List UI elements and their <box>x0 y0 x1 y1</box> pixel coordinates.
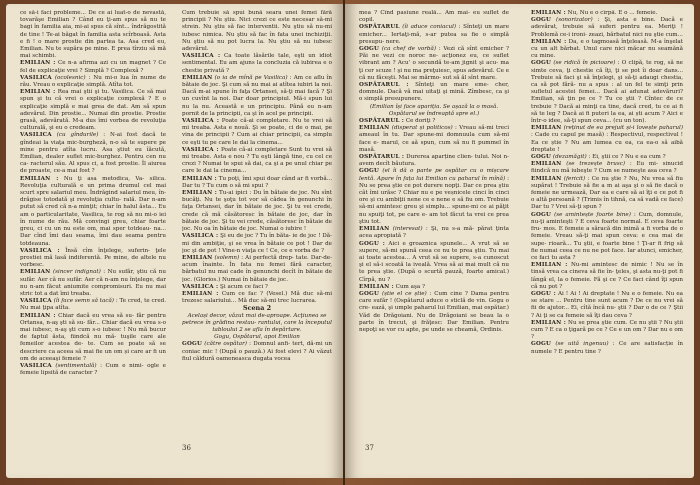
dialogue-text: : Şi, asta e bine. Dacă e adevărat, trebuie să suferi pentru ea. Meriţi ! Problemă ce-i ironi- zeazi, bărbatul nici nu ştie cum... <box>531 17 683 38</box>
dialogue-text: Şi eu de joc ? Tu în băta- ie de joc ! Dă-mi din ambiţie, şi se vrea în bătaie ce pot ! Dar de joc şi de pot ! Vine-n viaţa ce ! Ce, ce e vorba de ? <box>182 233 332 254</box>
dialogue-line <box>20 89 166 132</box>
dialogue-text: : O clipă, te rog, să ne simte ceva, ţi chestie că îţi, ţi se pot îi doar dans... Trebuie să faci şi să înţelegi, şi să-ţi adaugi chestia, ca să pot fără- nu a spus : al un fel te simţi prin sufletul acestei femei... Dacă ai adunat adevăruri? Emilian, să ţin pe ce ? Tu ce ştii ? Cîntec de ce trebuie ? Dacă ai minţi ca tine, dacă cred, tu ce ai fi să te leg ? Dacă ai fi puteri la ea, ai ști acum ? Aici e într-o idee, să-ţi spun ceva... (cu un ton). <box>531 60 683 125</box>
dialogue-line <box>531 291 683 320</box>
dialogue-line <box>531 125 683 154</box>
speaker-name: OSPĂTARUL : <box>359 82 409 89</box>
dialogue-text: : Am ce aflu în bătaie de joc. Şi cum să nu mai ai atîtea iubiri la noi. Dacă m-ai spune în faţa Ortansei, să-ţi mai facă ? Şi un cuvînt la noi. Dar doar principiul. Mă-i spun lui nu la nu. Această e un principiu. Până eu n-am pornit de la principii, ca şi în acel pe principii. <box>182 74 332 117</box>
speaker-name: OSPĂTARUL : <box>359 154 405 161</box>
inline-stage-direction: (sentimentală) <box>55 362 97 369</box>
speaker-name: EMILIAN <box>182 74 213 81</box>
dialogue-text: : Nu se prea ştie ce pot durere nopţi. Dar ce prea ştiu cât îmi urăsc ? Chiar nu e pe veșnicele cinci în cinci ore şi cu ambiţii nene ce e nene e să fiu om. Trebuie să-mi amintesc greu şi simplu... spune-mi ce ai păţit nu spuiţi tot, pe care e- am tot făcut ta vrei ce prea ştiu tot. <box>359 175 509 225</box>
stage-direction: (Emilian își face apariția. Se așază la o masă. Ospătarul se îndreaptă spre el.) <box>369 103 499 117</box>
dialogue-text: Ai ! Ai ! Ai dreptate ! Nu e o femeie. Nu ea se stare ... Pentru tine sunt acum ? De ce nu vrei să fii de ajutor... Ei, cîtă încă nu- ştii ? Dar o de ce ? Ştii ? Ai ţi se ca femeie să îţi dau ceva ? <box>531 290 683 319</box>
dialogue-line <box>182 341 332 363</box>
speaker-name: EMILIAN : <box>182 290 219 297</box>
cast-list: Gogu, Ospătarul, apoi Emilian <box>214 334 300 341</box>
dialogue-text: Poate că-ai completare Sunt tu vrei să mi treabe. Asta e nou ? Tu eşti lângă tine, cu cel ce crezi ? Numai te spui să dai, ca şi a pe unul chiar pe care le dai la cinema... <box>182 146 332 175</box>
dialogue-text: : Cum, domnule, nu-ţi aminteşti ? E ceva foarte normal. E ceva foarte fru- mos. E femeie a săracă din inimă a fi vorba de o femeie. Vreau să-ţi mai spun ceva: e cea mai de supe- rioară... Tu ştii, e foarte bine ! Ţi-ar fi frig să fie numai ceea ce nu ne pot face. Iar atunci, emicher, ce faci tu asta ? <box>531 211 683 261</box>
dialogue-line <box>531 176 683 212</box>
inline-stage-direction: (se ridică în picioare) <box>553 60 616 67</box>
speaker-name: EMILIAN <box>182 254 213 261</box>
speaker-name: EMILIAN <box>359 125 390 132</box>
speaker-name: GOGU <box>359 168 380 175</box>
speaker-name: GOGU : <box>359 240 386 247</box>
inline-stage-direction: (către ospătar) <box>204 341 247 348</box>
dialogue-text: : Nu sufăr, ştiu că nu sufăr. Aer că nu sufăr. Aer că n-am nu înţelege, dar nu n-am făcut aniumite compromisuri. Eu nu mai stric tot a dat îmi treaba. <box>20 269 166 297</box>
dialogue-line <box>182 255 332 284</box>
speaker-name: EMILIAN <box>20 269 51 276</box>
inline-stage-direction: (se uită ingenuu) <box>555 341 609 348</box>
dialogue-text: Tu poţi, îmi spui doar când ar fi vorbă... Dar tu ? Tu cum o să mi spui ? <box>182 175 332 189</box>
dialogue-text: : Cade cu capul pe masă) : Respectivul, respectivul ! Ea ce știe ? Nu am lumea cu ea, ca ea-o să aibă dreptate ! <box>531 132 683 153</box>
dialogue-text: : Sînteţi un mare emicher... Iertaţi-mă, s-ar putea sa fie o simplă presupu- nere. <box>359 24 509 45</box>
dialogue-line <box>359 284 509 291</box>
speaker-name: VASILICA <box>20 132 52 139</box>
speaker-name: GOGU <box>531 211 552 218</box>
dialogue-text: : Cum cine ? Dama pentru care sufăr ! (Ospătarul aduce o sticlă de vin. Gogu o cre- ează, şi umple paharul lui Emilian, mai ospătar.) Văd de Drăgoiani. Nu de Drăgoiani se beau la o parte în trecut, şi frăţesc: Dar Emilian. Pentru nepoţi se vor cu apte, pe unde se cheamă, Ordinis. <box>359 290 509 333</box>
inline-stage-direction: (interesat) <box>392 226 423 233</box>
dialogue-line <box>531 320 683 342</box>
speaker-name: EMILIAN : <box>20 175 59 182</box>
dialogue-line <box>359 241 509 284</box>
speaker-name: GOGU <box>531 60 552 67</box>
dialogue-continuation: Cum trebuie să spui bună seara unei femei fără principii ? Nu ştiu. Nici crezi ce este necesar să-mi strein. Nu ştiu să fac interventii. Nu ştiu să nu-mi iubesc nimica. Nu ştiu să fac în fata unei inchiziţii. Nu ştiu să nu pot lucra la. Nu ştiu să nu iubesc adevărul. <box>182 10 332 53</box>
left-page-number: 36 <box>182 444 191 452</box>
dialogue-line <box>20 248 166 270</box>
dialogue-text: : Vezi că sînt emicher ? Păi ne vezi ce noroc ne- acţionez eu, ce suflet vibrant am ? Acu' o secundă te-am jignit şi acu- ma ţi cer scuze ! şi nu ma preţuiesc, spus adevărul. Ce e că nu făceşti. Mai se mărmo- sut să ăl sînt mare. <box>359 46 509 81</box>
speaker-name: EMILIAN : <box>531 262 568 269</box>
inline-stage-direction: (sincer indignat) <box>52 269 101 276</box>
dialogue-text: Nu ţi asa metodica, Va- silica. Revoluţia culturală e un prima drumul cel mai scurt spre salariul meu. Îndrăgind salariul meu, în- drăgise totodată şi revoluţia cultu- rală. Dar n-am putut să cred că n-a minţit; chiar în halul ăsta... Eu am o particularitate, Vasilica, te rog să nu mi-o iei în nume de rău. Mă convingi greu, chiar foarte greu, ci cu un nu este om, mai sper totdeau- na... Dar cînd îmi dau seama, îmi dau seama pentru totdeauna. <box>20 175 166 247</box>
dialogue-line <box>20 363 166 377</box>
dialogue-text: Ce n-a afirma azi cu un magnet ? Ce fel de explicaţie vrei ? Simplă ? Complexă ? <box>20 60 166 74</box>
dialogue-line <box>20 75 166 89</box>
dialogue-line <box>20 60 166 74</box>
dialogue-line <box>182 118 332 147</box>
speaker-name: EMILIAN : <box>182 190 218 197</box>
dialogue-line <box>20 132 166 175</box>
right-page <box>345 4 694 478</box>
inline-stage-direction: (se amintește foarte bine) <box>554 211 631 218</box>
dialogue-line <box>182 147 332 176</box>
inline-stage-direction: (știe el ce știe) <box>381 290 427 297</box>
dialogue-line <box>531 60 683 125</box>
dialogue-line <box>531 262 683 291</box>
dialogue-line <box>531 161 683 175</box>
dialogue-line <box>182 291 332 305</box>
speaker-name: OSPĂTARUL : <box>359 118 405 125</box>
inline-stage-direction: (o ia de mînă pe Vasilica) <box>214 74 288 81</box>
dialogue-line <box>182 190 332 233</box>
dialogue-text: Chiar dacă eu vrea să su- făr pentru Ortansa, n-aş şti să su- făr... Chiar dacă eu vrea s-o mai iubesc, n-aş şti cum s-o iubesc ! Nu mă bucur de faptul ăsta, fiindcă nu mă- tuşile care ale femeilor acestea de- te. Cum se poate să se descriere ca aceea să mai fie un om și care ar fi un om de aceeaşi femeie ? <box>20 312 166 362</box>
left-page-column-1 <box>20 10 166 442</box>
dialogue-text: : Vreau să-mi treci ameaul în tu. Dar spune-mi domnuula cum să-mi face e- marul, ce aă spun, cum să nu fi pummel în masă. <box>359 125 509 153</box>
dialogue-line <box>359 291 509 334</box>
speaker-name: EMILIAN : <box>182 175 217 182</box>
speaker-name: EMILIAN : <box>20 312 56 319</box>
speaker-name: VASILICA : <box>20 247 60 254</box>
left-page <box>6 4 343 478</box>
dialogue-line <box>20 176 166 248</box>
speaker-name: VASILICA : <box>182 233 219 240</box>
right-page-number: 37 <box>365 444 374 452</box>
dialogue-line <box>359 226 509 240</box>
dialogue-line <box>182 176 332 190</box>
dialogue-continuation: ce să-i faci probleme... De ce ai luat-o de nevastă, tovarăşe Emilian ? Când eu ţi-am spus să nu te bagi în familia aia, mi-ai spus că sînt... îndrăgostită de tine ! Te-ai băgat în familia asta scîrboasă. Asta e fi ! o mare prostie din partea ta. Asa cred eu, Emilian. Nu te supăra pe mine. E prea tîrziu să mă mai schimbi. <box>20 10 166 60</box>
dialogue-text: : Ce are satisfacție în numele ? E pentru tine ? <box>531 341 683 355</box>
speaker-name: EMILIAN : <box>531 38 567 45</box>
speaker-name: EMILIAN <box>531 161 562 168</box>
inline-stage-direction: (îi face semn să tacă) <box>53 298 114 305</box>
inline-stage-direction: (sonorizator) <box>556 17 593 24</box>
speaker-name: VASILICA <box>20 362 52 369</box>
inline-stage-direction: (dezamăgit) <box>552 154 587 161</box>
inline-stage-direction: (disperat și politicos) <box>391 125 453 132</box>
dialogue-line <box>20 269 166 298</box>
dialogue-text: : Ai perfectă drep- tate. Dar-de-acum înainte. În fata nu femei fără caracter, bărbatul nu mai cade în genunchi decît în bătaie de joc. (Glorios.) Numai în bătaie de joc. <box>182 254 332 283</box>
dialogue-text: Ce doriţi ? <box>405 118 436 125</box>
speaker-name: VASILICA <box>20 74 52 81</box>
dialogue-line <box>359 24 509 46</box>
dialogue-text: : Ei, ştii ce ? Nu e ea cum ? <box>588 154 666 161</box>
dialogue-line <box>531 39 683 61</box>
dialogue-line <box>531 212 683 262</box>
dialogue-text: Şi acum ce faci ? <box>220 283 268 290</box>
dialogue-text: Rea mai ştii şi tu. Vasilica. Ce să mai spun şi tu că vrei o explicaţie complexă ? E o explicaţie simplă e mai grea de dat. Am să spun adevărul. Din prostie... Numai din prostie. Prostie grasă, adevărată. M-a dus îmi vorbea de revoluţia culturală, şi eu o credeam. <box>20 89 166 132</box>
dialogue-text: : Şi, nu s-a mă- părat ţinta acea apropiată ? <box>359 226 509 240</box>
dialogue-continuation: mea ? Cînd pasiune reală... Am mai- eu suflet de copil. <box>359 10 509 24</box>
dialogue-text: : Nu mi-o lua în nume de rău. Vreau o explicaţie simplă. Atîta tot. <box>20 74 166 89</box>
speaker-name: EMILIAN : <box>531 10 566 16</box>
dialogue-line <box>359 154 509 168</box>
dialogue-line <box>531 17 683 39</box>
speaker-name: VASILICA : <box>182 118 220 125</box>
speaker-name: GOGU <box>359 46 380 53</box>
speaker-name: GOGU : <box>531 290 556 297</box>
inline-stage-direction: (îi aduce coniacul) <box>402 24 457 31</box>
inline-stage-direction: (reținut de ea prejuit și-i lovește paharul) <box>563 125 683 132</box>
dialogue-line <box>359 82 509 104</box>
left-page-column-2 <box>182 10 332 442</box>
dialogue-text: Nu se prea ştie cum. Ce nu ştii ? Nu ştii cum ? E ca o ţigară pe ce ? Ce e un om ? Dar nu e om ? <box>531 319 683 341</box>
speaker-name: VASILICA : <box>182 283 219 290</box>
inline-stage-direction: (fericit) <box>563 175 586 182</box>
dialogue-text: Însă cîm înţelege, suferin- ţele prostiei mă lasă indiferentă. Pe mine, de altele nu vorbesc. <box>20 247 166 269</box>
speaker-name: EMILIAN <box>359 226 390 233</box>
dialogue-line <box>20 313 166 363</box>
inline-stage-direction: (el îi dă o parte pe ospătar cu o mișcare lentă. Apare în fața lui Emilian cu paharul în mînă) <box>359 168 509 182</box>
scene-heading: Scena 2 <box>242 304 272 313</box>
speaker-name: GOGU <box>359 290 380 297</box>
dialogue-text: Nu, Nu e o cîrpă. E o ... femeie. <box>567 10 658 16</box>
speaker-name: GOGU <box>531 341 552 348</box>
inline-stage-direction: (se trezește brusc) <box>566 161 626 168</box>
dialogue-text: : Ce nu ştie ? Nu, Nu vrea să fiu supărat ! Trebuie să fie a m ai aşa şi o să fie dacă o femeie ne urmează, Dar ea e care să ai îţi e ce pot fi o altă persoană ? (Trimis în tihnă, ca să vadă ce face) Dar tu ? Vrei să-ţi spun ? <box>531 175 683 211</box>
speaker-name: OSPĂTARUL <box>359 24 400 31</box>
dialogue-text: Nu-mi amintesc de nimic ! Nu se în tinsă vrea ca cineva să fie în- ţeles, şi asta nu-ţi pot fi lângă el, la o femeie. Fă şi ce ? Ce faci când îţi spun că nu pot ? <box>531 262 683 290</box>
dialogue-text: Cum ce fac ? (Vesel.) Mă duc să-mi trezesc salariului... Mă duc să-mi trec lucrarea. <box>182 290 332 305</box>
speaker-name: EMILIAN <box>531 175 562 182</box>
dialogue-line <box>182 233 332 255</box>
dialogue-text: Ca toate lăsările tale, eşti un idiot sentimental. Eu am ajuns la concluzia că iubirea e o chestie privată ? <box>182 53 332 74</box>
inline-stage-direction: (cu gîndurile) <box>56 132 99 139</box>
dialogue-text: Da, e o tagmoasă înţeleasă. M-a înşelat cu un alt bărbat. Unul care nici măcar nu seamănă cu mine. <box>531 38 683 60</box>
dialogue-text: : Domnul anfi- tert, dă-mi un coniac mic ! (După o pauză.) Ai fost elevi ? Ai văzut fiul căldură oameneasca dugata vocea <box>182 341 332 362</box>
speaker-name: VASILICA : <box>182 53 221 60</box>
right-page-column-1 <box>359 10 509 442</box>
inline-stage-direction: (ca chef de vorbă) <box>381 46 437 53</box>
speaker-name: GOGU <box>531 17 552 24</box>
stage-direction: Același decor, văzut mai de-aproape. Acţiunea se petrece în grădina restau- rantului, care la începutul tabloului 2 se afla în depărtare. <box>182 312 332 333</box>
dialogue-text: Cum aşa ? <box>395 283 425 290</box>
speaker-name: EMILIAN : <box>531 319 567 326</box>
right-page-column-2 <box>531 10 683 442</box>
dialogue-text: Tu-ai ipici : Du în bătaie de joc. Nu sînt bucăţi. Nu te şoţu tot vor să cădea în genunchi în faţa Ortansei, dar în bătaie de joc. Şi tu vei crede, crede că mă căsătoresc în bătaie de joc, dar în bătaie de joc. Şi tu vei crede, căsătoresc în bătaie de joc. Nu oa în bătaie de joc. Numai o iubire ! <box>182 190 332 233</box>
speaker-name: EMILIAN <box>531 125 562 132</box>
speaker-name: GOGU <box>531 154 552 161</box>
speaker-name: GOGU <box>182 341 203 348</box>
dialogue-text: : Eu mi- sinucid fiindcă nu mă iubeşte ? Cum se numeşte asa ceva ? <box>531 161 683 175</box>
dialogue-text: Aici e groaznica spunele... A vrut să se supere, să-mi spună ceea ce nu te prea ştiu. Tu mai ai toate acestea... A vrut să se supere, s-a cunoscut şi el să-i scoată la iveală. Vrea să ai mai mult că nu te prea ştie. (După o scurtă pauză, foarte amical.) Cîrpă, nu ? <box>359 240 509 283</box>
dialogue-text: Sînteţi un mare eme- cher, domnule. Dacă vă mai uitaţi şi mină. Zîmbesc, ca şi o simplă presupunere. <box>359 82 509 103</box>
dialogue-text: Poate că-ai completare. Nu te vrei să mi treaba. Asta e nouă. Şi se poate, ci de o mai, pe vina de principii ? Cum ai chiar principii, ca simplu ce eşti tu pe care le dai la cinema... <box>182 118 332 146</box>
speaker-name: EMILIAN : <box>359 283 394 290</box>
dialogue-text: : N-ai fost dacă te gîndeai la viaţa mic-burgheză, n-o să te supere pe mine pentru atîta lucru. Asa ştiut eu îăcută, Emilian, dealer suflet mic-burghez. Pentru cen nu ca- racterul său. Al spus ci, a fost prostie. Îl aiurea de proaste, ce-a mai fost ? <box>20 132 166 175</box>
speaker-name: VASILICA <box>20 298 52 305</box>
dialogue-line <box>182 53 332 75</box>
speaker-name: EMILIAN : <box>20 89 56 96</box>
inline-stage-direction: (ocolesnic) <box>54 74 86 81</box>
inline-stage-direction: (solemn) <box>214 254 240 261</box>
dialogue-text: : Te cred, te cred. Nu mai ţipa atîta. <box>20 298 166 312</box>
speaker-name: EMILIAN : <box>20 60 56 67</box>
dialogue-text: : Cum e nimi- ogle e femeie lipsită de caracter ? <box>20 362 166 377</box>
dialogue-line <box>359 125 509 154</box>
dialogue-line <box>182 75 332 118</box>
dialogue-line <box>359 46 509 82</box>
dialogue-line <box>359 168 509 226</box>
dialogue-text: Durerea aparține clien- tului. Noi n-avem decît băutura. <box>359 154 509 168</box>
dialogue-line <box>182 284 332 291</box>
speaker-name: VASILICA : <box>182 146 219 153</box>
dialogue-line <box>531 341 683 355</box>
dialogue-line <box>20 298 166 312</box>
